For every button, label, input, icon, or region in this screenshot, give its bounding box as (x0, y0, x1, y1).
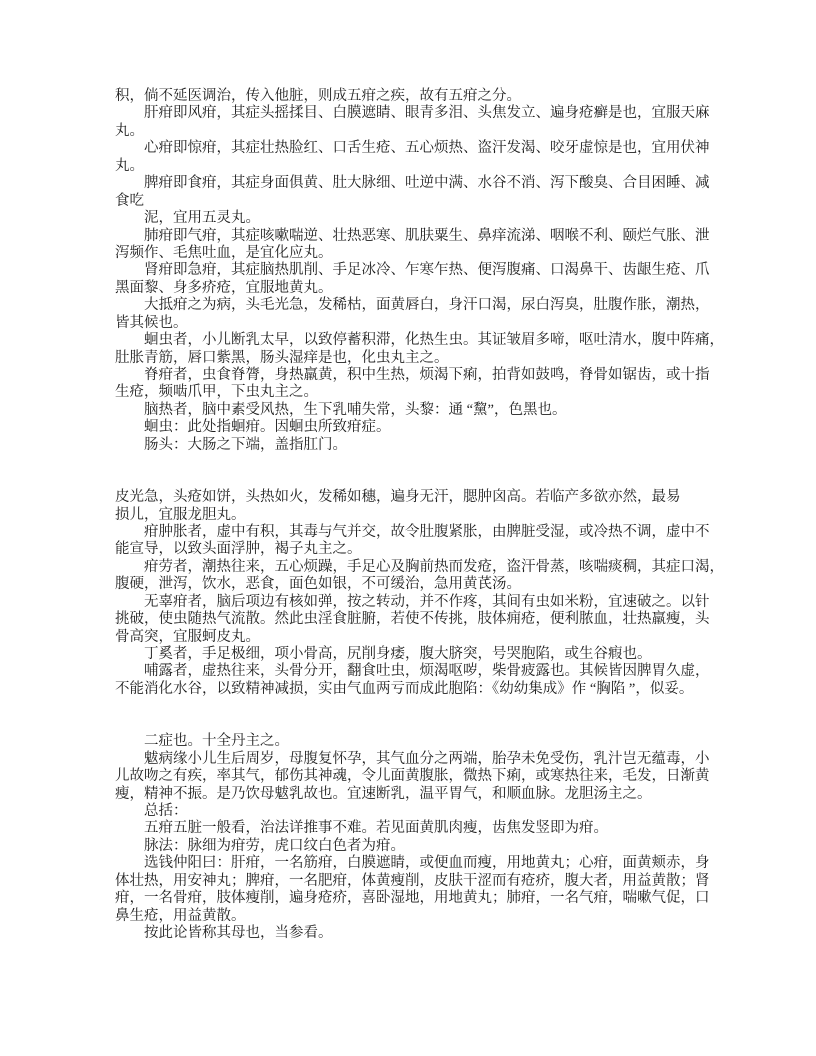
text-line: 五疳五脏一般看，治法详推事不难。若见面黄肌肉瘦，齿焦发竖即为疳。 (144, 820, 608, 837)
text-line: 哺露者，虚热往来，头骨分开，翻食吐虫，烦渴呕哕，柴骨疲露也。其候皆因脾胃久虚， (144, 663, 710, 680)
text-line: 积，倘不延医调治，传入他脏，则成五疳之疾，故有五疳之分。 (115, 88, 521, 104)
text-line: 能宣导，以致头面浮肿，褐子丸主之。 (115, 541, 362, 558)
text-line: 肺疳即气疳，其症咳嗽喘逆、壮热恶寒、肌肤粟生、鼻痒流涕、咽喉不利、颐烂气胀、泄 (144, 227, 710, 244)
text-line: 肚胀青筋，唇口紫黑，肠头湿痒是也，化虫丸主之。 (115, 349, 449, 366)
text-line: 不能消化水谷，以致精神减损，实由气血两亏而成此胞陷：《幼幼集成》作 “胸陷 ”，似妥。 (115, 680, 694, 697)
text-line: 大抵疳之为病，头毛光急，发稀枯，面黄唇白，身汗口渴，尿白泻臭，肚腹作胀，潮热， (144, 297, 710, 314)
text-line: 骨高突，宜服蚵皮丸。 (115, 628, 260, 645)
text-line: 魃病缘小儿生后周岁，母腹复怀孕，其气血分之两端，胎孕未免受伤，乳汁岂无蕴毒，小 (144, 750, 710, 767)
text-line: 肾疳即急疳，其症脑热肌削、手足冰冷、乍寒乍热、便泻腹痛、口渴鼻干、齿龈生疮、爪 (144, 262, 710, 279)
text-line: 疳劳者，潮热往来，五心烦躁，手足心及胸前热而发疮，盗汗骨蒸，咳喘痰稠，其症口渴， (144, 558, 724, 575)
page-text (115, 88, 724, 942)
text-line: 脊疳者，虫食脊膂，身热羸黄，积中生热，烦渴下痢，拍背如鼓鸣，脊骨如锯齿，或十指 (144, 367, 710, 383)
text-line: 按此论皆称其母也，当参看。 (144, 925, 333, 941)
text-line: 挑破，使虫随热气流散。然此虫淫食脏腑，若使不传挑，肢体痈疮，便利脓血，壮热羸瘦，头 (115, 611, 710, 628)
text-line: 皆其候也。 (115, 314, 188, 331)
text-line: 脑热者，脑中素受风热，生下乳哺失常，头黎：通 “黧”，色黑也。 (144, 401, 567, 418)
text-line: 腹硬，泄泻，饮水，恶食，面色如银，不可缓治，急用黄芪汤。 (115, 576, 521, 593)
text-line: 丸。 (115, 157, 144, 174)
text-line: 肠头：大肠之下端，盖指肛门。 (144, 436, 347, 453)
text-line: 脉法：脉细为疳劳，虎口纹白色者为疳。 (144, 837, 405, 854)
text-line: 疳肿胀者，虚中有积，其毒与气并交，故令肚腹紧胀，由脾脏受湿，或冷热不调，虚中不 (144, 523, 710, 540)
text-line: 选钱仲阳曰：肝疳，一名筋疳，白膜遮睛，或便血而瘦，用地黄丸；心疳，面黄颊赤，身 (144, 855, 710, 872)
text-line: 鼻生疮，用益黄散。 (115, 907, 246, 924)
text-line: 丸。 (115, 122, 144, 139)
text-line: 蛔虫：此处指蛔疳。因蛔虫所致疳症。 (144, 419, 391, 436)
blank-line (115, 716, 705, 733)
blank-line (115, 454, 705, 471)
text-line: 泥，宜用五灵丸。 (144, 210, 260, 227)
text-line: 黑面黎、身多疥疮，宜服地黄丸。 (115, 279, 333, 296)
text-line: 脾疳即食疳，其症身面俱黄、肚大脉细、吐逆中满、水谷不消、泻下酸臭、合目困睡、减 (144, 175, 710, 192)
blank-line (115, 472, 705, 489)
text-line: 儿故吻之有疾，率其气，郁伤其神魂，令儿面黄腹胀，微热下痢，或寒热往来，毛发，日渐黄 (115, 768, 710, 785)
blank-line (115, 698, 705, 715)
text-line: 心疳即惊疳，其症壮热脸红、口舌生疮、五心烦热、盗汗发渴、咬牙虚惊是也，宜用伏神 (144, 140, 710, 157)
text-line: 皮光急，头疮如饼，头热如火，发稀如穗，遍身无汗，腮肿囟高。若临产多欲亦然，最易 (115, 489, 681, 506)
text-line: 蛔虫者，小儿断乳太早，以致停蓄积滞，化热生虫。其证皱眉多啼，呕吐清水，腹中阵痛， (144, 332, 724, 349)
text-line: 瘦，精神不振。是乃饮母魃乳故也。宜速断乳，温平胃气，和顺血脉。龙胆汤主之。 (115, 785, 652, 802)
text-line: 损儿，宜服龙胆丸。 (115, 506, 246, 523)
text-line: 二症也。十全丹主之。 (144, 733, 289, 750)
text-line: 泻频作、毛焦吐血，是宜化应丸。 (115, 244, 333, 261)
text-line: 丁奚者，手足极细，项小骨高，尻削身痿，腹大脐突，号哭胞陷，或生谷瘕也。 (144, 646, 652, 662)
text-line: 体壮热，用安神丸；脾疳，一名肥疳，体黄瘦削，皮肤干涩而有疮疥，腹大者，用益黄散；肾 (115, 872, 710, 889)
text-line: 无辜疳者，脑后项边有核如弹，按之转动，并不作疼，其间有虫如米粉，宜速破之。以针 (144, 593, 710, 610)
text-line: 肝疳即风疳，其症头摇揉目、白膜遮睛、眼青多泪、头焦发立、遍身疮癣是也，宜服天麻 (144, 105, 710, 122)
text-line: 疳，一名骨疳，肢体瘦削，遍身疮疥，喜卧湿地，用地黄丸；肺疳，一名气疳，喘嗽气促，口 (115, 890, 710, 907)
text-line: 生疮，频啮爪甲，下虫丸主之。 (115, 384, 318, 401)
text-line: 食吃 (115, 192, 144, 209)
text-line: 总括： (144, 802, 188, 819)
